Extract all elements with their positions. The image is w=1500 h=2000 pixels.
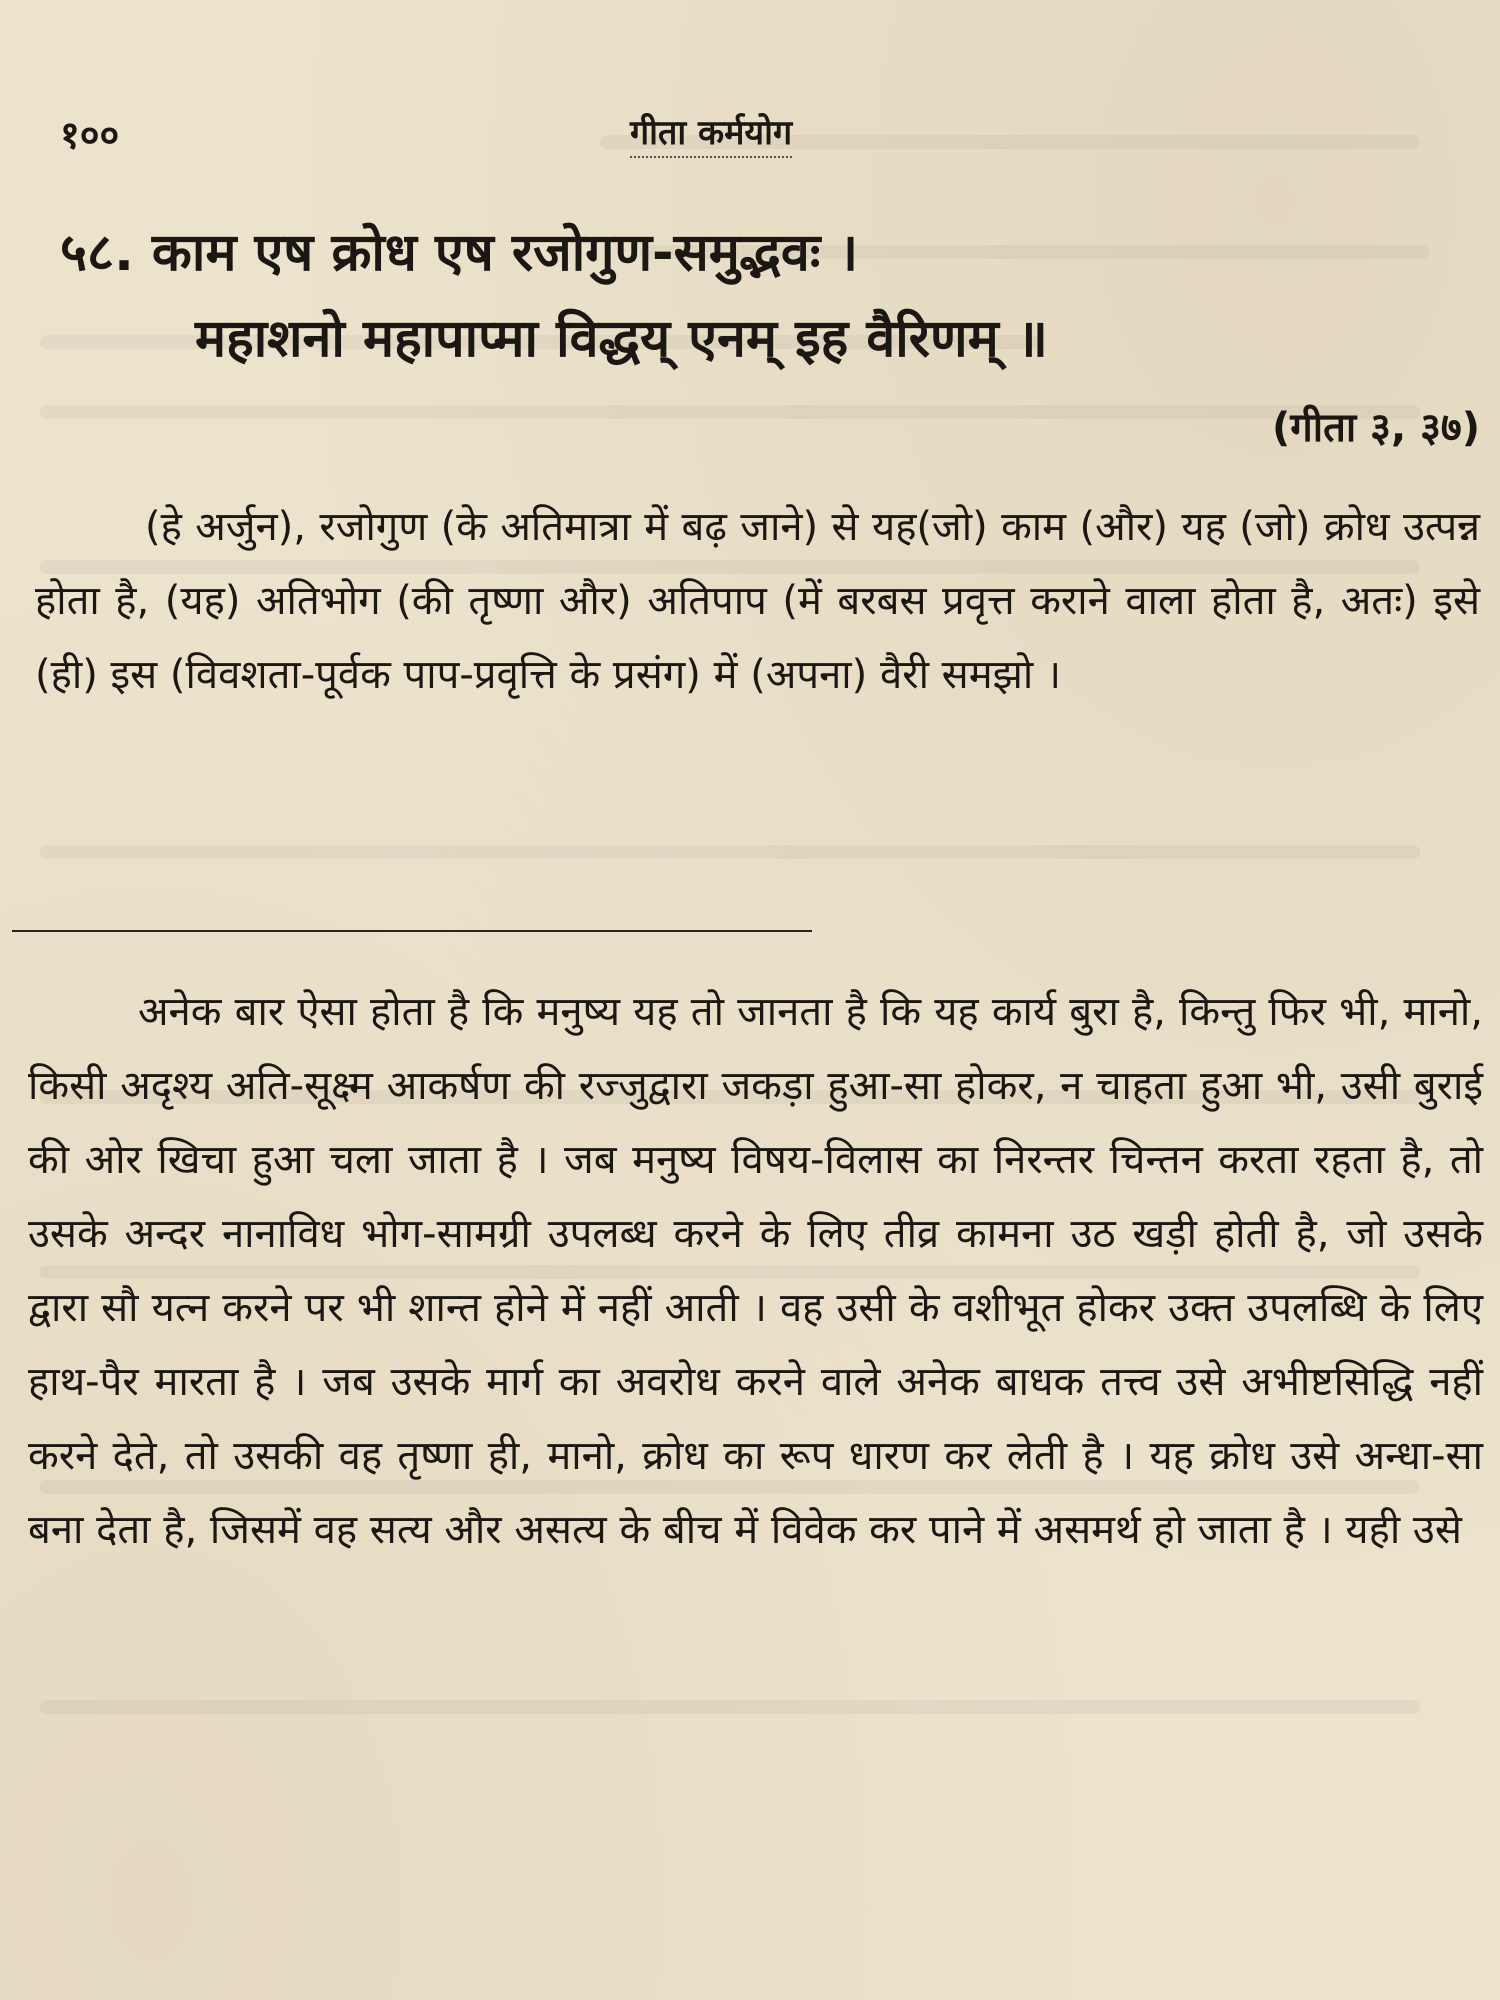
- section-divider: [12, 930, 812, 932]
- verse-translation: [35, 490, 1480, 712]
- translation-paragraph: (हे अर्जुन), रजोगुण (के अतिमात्रा में बढ़ जाने) से यह(जो) काम (और) यह (जो) क्रोध उत्पन्न होता है, (यह) अतिभोग (की तृष्णा और) अतिपाप (में बरबस प्रवृत्त कराने वाला होता है, अतः) इसे (ही) इस (विवशता-पूर्वक पाप-प्रवृत्ति के प्रसंग) में (अपना) वैरी समझो ।: [35, 504, 1480, 698]
- page-header: [50, 108, 1460, 158]
- verse-line-1: ५८. काम एष क्रोध एष रजोगुण-समुद्भवः ।: [60, 223, 859, 283]
- page-number: १००: [60, 113, 120, 157]
- commentary-paragraph: अनेक बार ऐसा होता है कि मनुष्य यह तो जानता है कि यह कार्य बुरा है, किन्तु फिर भी, मानो, किसी अदृश्य अति-सूक्ष्म आकर्षण की रज्जुद्वारा जकड़ा हुआ-सा होकर, न चाहता हुआ भी, उसी बुराई की ओर खिचा हुआ चला जाता है । जब मनुष्य विषय-विलास का निरन्तर चिन्तन करता रहता है, तो उसके अन्दर नानाविध भोग-सामग्री उपलब्ध करने के लिए तीव्र कामना उठ खड़ी होती है, जो उसके द्वारा सौ यत्न करने पर भी शान्त होने में नहीं आती । वह उसी के वशीभूत होकर उक्त उपलब्धि के लिए हाथ-पैर मारता है । जब उसके मार्ग का अवरोध करने वाले अनेक बाधक तत्त्व उसे अभीष्टसिद्धि नहीं करने देते, तो उसकी वह तृष्णा ही, मानो, क्रोध का रूप धारण कर लेती है । यह क्रोध उसे अन्धा-सा बना देता है, जिसमें वह सत्य और असत्य के बीच में विवेक कर पाने में असमर्थ हो जाता है । यही उसे: [28, 989, 1483, 1553]
- commentary: [28, 975, 1483, 1567]
- verse-line-2: महाशनो महापाप्मा विद्धय् एनम् इह वैरिणम् ॥: [195, 309, 1048, 369]
- running-title: गीता कर्मयोग: [630, 108, 792, 158]
- verse-reference: (गीता ३, ३७): [1271, 405, 1480, 451]
- sanskrit-verse: [60, 210, 1480, 382]
